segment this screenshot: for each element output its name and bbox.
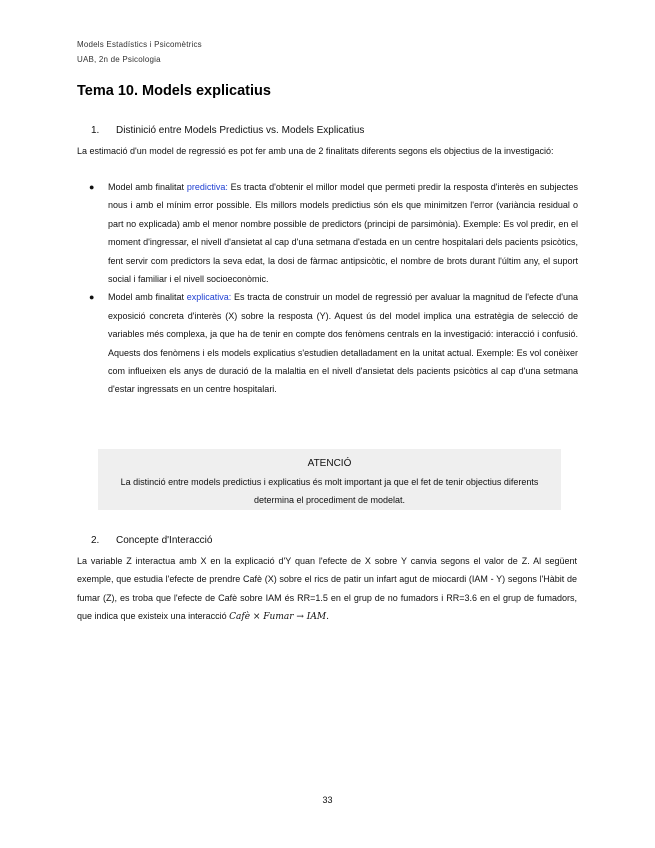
bullet-icon: ● (89, 182, 95, 192)
list-item-predictive (77, 178, 578, 288)
callout-title: ATENCIÓ (307, 458, 352, 469)
page-number: 33 (322, 795, 333, 805)
callout-body: La distinció entre models predictius i explicatius és molt important ja que el fet de tenir objectius diferents determina el procediment de modelat. (120, 477, 539, 505)
section2-text: La variable Z interactua amb X en la explicació d'Y quan l'efecte de X sobre Y canvia segons el valor de Z. Al següent exemple, que estudia l'efecte de prendre Cafè (X) sobre el rics de patir un infart agut de miocardi (IAM - Y) segons l'Hàbit de fumar (Z), es troba que l'efecte de Cafè sobre IAM és RR=1.5 en el grup de no fumadors i RR=3.6 en el grup de fumadors, que indica que existeix una interacció (77, 556, 577, 622)
bullet-list (77, 178, 578, 399)
page-title: Tema 10. Models explicatius (77, 83, 271, 99)
bullet-lead: Model amb finalitat (108, 292, 187, 303)
section2-paragraph (77, 552, 577, 627)
header-course: Models Estadístics i Psicomètrics (77, 40, 202, 49)
section-heading-2 (91, 535, 212, 546)
bullet-lead: Model amb finalitat (108, 182, 187, 192)
section1-intro: La estimació d'un model de regressió es pot fer amb una de 2 finalitats diferents segons els objectius de la investigació: (77, 146, 554, 156)
bullet-text: Es tracta d'obtenir el millor model que permeti predir la resposta d'interès en subjectes nous i amb el mínim error possible. Els millors models predictius són els que minimitzen l'error (variància residual o part no explicada) amb el menor nombre possible de predictors (principi de parsimònia). Exemple: Es vol predir, en el moment d'ingressar, el nivell d'ansietat al cap d'una setmana d'estada en un centre hospitalari dels pacients psicòtics, fent servir com predictors la seva edat, la dosi de fàrmac antipsicòtic, el nombre de brots durant l'últim any, el suport social i familiar i el nivell socioeconòmic. (108, 182, 579, 285)
list-item-explicative (77, 288, 578, 398)
section-title-2: Concepte d'Interacció (116, 535, 213, 546)
section-title-1: Distinició entre Models Predictius vs. Models Explicatius (116, 125, 365, 136)
predictiva-link[interactable]: predictiva: (186, 182, 228, 192)
interaction-formula: Cafè × Fumar → IAM. (229, 612, 329, 623)
bullet-text: Es tracta de construir un model de regressió per avaluar la magnitud de l'efecte d'una exposició concreta d'interès (X) sobre la resposta (Y). Aquest ús del model implica una estratègia de selecció de variables més complexa, ja que ha de tenir en compte dos fenòmens centrals en la investigació: interacció i confusió. Aquests dos fenòmens i els models explicatius s'estudien detalladament en la unitat actual. Exemple: Es vol conèixer com influeixen els anys de duració de la malaltia en el nivell d'ansietat dels pacients psicòtics al cap d'una setmana d'estar ingressats en un centre hospitalari. (108, 292, 578, 395)
section-heading-1 (91, 125, 364, 136)
section-number-2: 2. (91, 535, 100, 546)
bullet-icon: ● (89, 292, 95, 303)
section-number-1: 1. (91, 125, 100, 136)
attention-callout (98, 449, 561, 510)
explicativa-link[interactable]: explicativa: (186, 292, 232, 303)
header-university: UAB, 2n de Psicologia (77, 55, 161, 64)
